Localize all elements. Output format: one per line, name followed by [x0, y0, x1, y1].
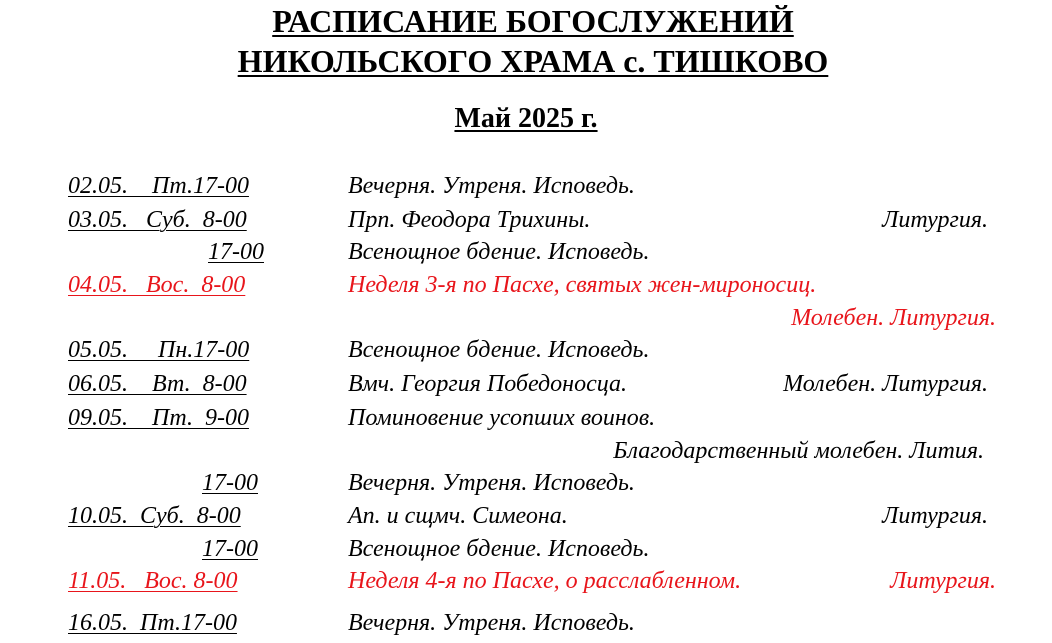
schedule-row-1105: [0, 565, 1052, 597]
row-service: Вечерня. Утреня. Исповедь.: [348, 173, 635, 199]
row-datetime: 06.05. Вт. 8-00: [68, 371, 247, 397]
row-service: Прп. Феодора Трихины.: [348, 207, 591, 233]
schedule-row-0905-evening: [0, 467, 1052, 499]
row-time: 17-00: [202, 536, 258, 562]
row-continuation: Благодарственный молебен. Лития.: [613, 438, 984, 464]
row-service-right: Литургия.: [882, 503, 988, 529]
row-service: Неделя 3-я по Пасхе, святых жен-мироносиц.: [348, 272, 817, 298]
row-time: 17-00: [202, 470, 258, 496]
title-line-2: НИКОЛЬСКОГО ХРАМА с. ТИШКОВО: [237, 43, 829, 79]
row-service: Неделя 4-я по Пасхе, о расслабленном.: [348, 568, 742, 594]
row-datetime: 10.05. Суб. 8-00: [68, 503, 241, 529]
row-datetime: 11.05. Вос. 8-00: [68, 568, 238, 594]
row-datetime: 05.05. Пн.17-00: [68, 337, 250, 363]
row-continuation: Молебен. Литургия.: [791, 305, 996, 331]
row-service-right: Литургия.: [890, 568, 996, 594]
row-datetime: 09.05. Пт. 9-00: [68, 405, 249, 431]
row-service-right: Молебен. Литургия.: [783, 371, 988, 397]
schedule-row-0605: [0, 368, 1052, 400]
schedule-row-1605: [0, 607, 1052, 639]
row-datetime: 03.05. Суб. 8-00: [68, 207, 247, 233]
row-service: Вмч. Георгия Победоносца.: [348, 371, 628, 397]
schedule-row-1005: [0, 500, 1052, 532]
schedule-row-0905-continuation: [0, 435, 1052, 467]
schedule-row-0405: [0, 269, 1052, 301]
row-service: Поминовение усопших воинов.: [348, 405, 656, 431]
row-service: Всенощное бдение. Исповедь.: [348, 239, 650, 265]
schedule-row-1005-evening: [0, 533, 1052, 565]
row-datetime: 04.05. Вос. 8-00: [68, 272, 246, 298]
row-time: 17-00: [208, 239, 264, 265]
schedule-row-0205: [0, 170, 1052, 202]
row-service: Всенощное бдение. Исповедь.: [348, 337, 650, 363]
row-service-right: Литургия.: [882, 207, 988, 233]
month-heading: Май 2025 г.: [454, 103, 598, 134]
schedule-row-0505: [0, 334, 1052, 366]
schedule-row-0305: [0, 204, 1052, 236]
row-service: Всенощное бдение. Исповедь.: [348, 536, 650, 562]
schedule-row-0305-evening: [0, 236, 1052, 268]
row-datetime: 02.05. Пт.17-00: [68, 173, 249, 199]
title-line-1: РАСПИСАНИЕ БОГОСЛУЖЕНИЙ: [272, 3, 794, 39]
schedule-row-0905: [0, 402, 1052, 434]
row-datetime: 16.05. Пт.17-00: [68, 610, 237, 636]
row-service: Ап. и сщмч. Симеона.: [348, 503, 568, 529]
row-service: Вечерня. Утреня. Исповедь.: [348, 610, 635, 636]
row-service: Вечерня. Утреня. Исповедь.: [348, 470, 635, 496]
schedule-row-0405-continuation: [0, 302, 1052, 334]
